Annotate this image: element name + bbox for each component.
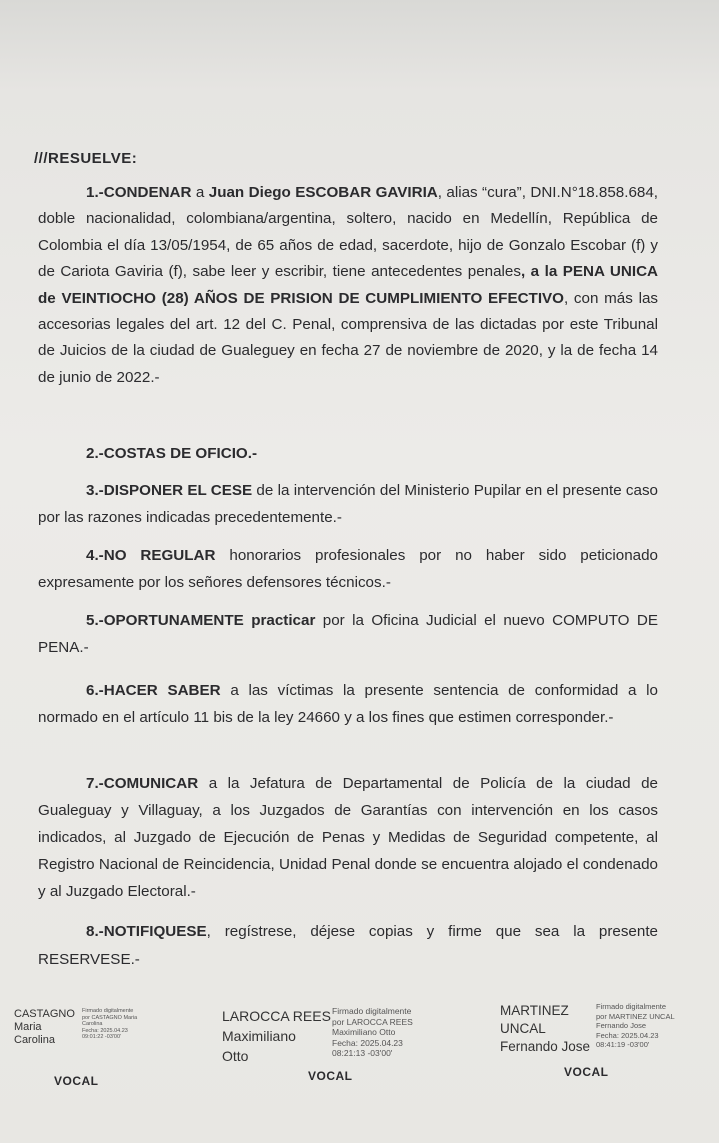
item-4 bbox=[38, 543, 658, 596]
role-label: VOCAL bbox=[54, 1074, 99, 1088]
signer-name: MARTINEZ UNCAL Fernando Jose bbox=[500, 1003, 591, 1054]
item-3 bbox=[38, 478, 658, 531]
item-7 bbox=[38, 770, 658, 905]
item-2 bbox=[38, 441, 658, 468]
digital-signature-stamp: Firmado digitalmente por MARTINEZ UNCAL Fernando Jose Fecha: 2025.04.23 08:41:19 -03'00' bbox=[596, 1002, 675, 1049]
item-text: , con más las accesorias legales del art. 12 del C. Penal, comprensiva de las dictadas por este Tribunal de Juicios de la ciudad de Gualeguey en fecha 27 de noviembre de 2020, y la de fecha 14 de junio de 2022.- bbox=[38, 289, 658, 386]
item-text: a la Jefatura de Departamental de Policía de la ciudad de Gualeguay y Villaguay, a los Juzgados de Garantías con intervención en los casos indicados, al Juzgado de Ejecución de Penas y Medidas de Seguridad competente, al Registro Nacional de Reincidencia, Unidad Penal donde se encuentra alojado el condenado y al Juzgado Electoral.- bbox=[38, 775, 658, 900]
digital-signature-stamp: Firmado digitalmente por LAROCCA REES Maximiliano Otto Fecha: 2025.04.23 08:21:13 -03'00' bbox=[332, 1006, 413, 1058]
item-text: por la Oficina Judicial el nuevo COMPUTO DE PENA.- bbox=[38, 612, 658, 656]
item-text: , a la PENA UNICA de VEINTIOCHO (28) AÑOS DE PRISION DE CUMPLIMIENTO EFECTIVO bbox=[38, 263, 659, 307]
item-text: a las víctimas la presente sentencia de conformidad a lo normado en el artículo 11 bis de la ley 24660 y a los fines que estimen corresponder.- bbox=[38, 682, 658, 726]
role-label: VOCAL bbox=[564, 1065, 609, 1079]
item-text: honorarios profesionales por no haber sido peticionado expresamente por los señores defensores técnicos.- bbox=[38, 547, 658, 591]
item-heading: 8.-NOTIFIQUESE bbox=[86, 923, 207, 940]
item-8 bbox=[38, 918, 658, 974]
item-heading: 3.-DISPONER EL CESE bbox=[86, 482, 253, 499]
item-heading: 1.-CONDENAR bbox=[86, 184, 192, 201]
item-heading: 2.-COSTAS DE OFICIO.- bbox=[86, 445, 258, 462]
item-heading: 5.-OPORTUNAMENTE practicar bbox=[86, 612, 316, 629]
item-text: , alias “cura”, DNI.N°18.858.684, doble nacionalidad, colombiana/argentina, soltero, nacido en Medellín, República de Colombia el día 13/05/1954, de 65 años de edad, sacerdote, hijo de Gonzalo Escobar (f) y de Cariota Gaviria (f), sabe leer y escribir, tiene antecedentes penales bbox=[38, 184, 658, 281]
signer-name: LAROCCA REES Maximiliano Otto bbox=[222, 1008, 331, 1064]
item-6 bbox=[38, 677, 658, 731]
signature-1 bbox=[14, 1008, 164, 1058]
item-heading: 4.-NO REGULAR bbox=[86, 547, 216, 564]
signature-2 bbox=[222, 1006, 442, 1066]
item-1 bbox=[38, 180, 658, 391]
item-5 bbox=[38, 608, 658, 661]
role-label: VOCAL bbox=[308, 1069, 353, 1083]
digital-signature-stamp: Firmado digitalmente por CASTAGNO Maria Carolina Fecha: 2025.04.23 09:01:22 -03'00' bbox=[82, 1008, 138, 1040]
item-text: a bbox=[191, 184, 209, 201]
item-text: de la intervención del Ministerio Pupilar en el presente caso por las razones indicadas precedentemente.- bbox=[38, 482, 659, 526]
item-heading: 6.-HACER SABER bbox=[86, 682, 221, 699]
resolution-heading: ///RESUELVE: bbox=[34, 150, 138, 167]
item-text: Juan Diego ESCOBAR GAVIRIA bbox=[208, 184, 438, 201]
item-text: , regístrese, déjese copias y firme que sea la presente RESERVESE.- bbox=[38, 923, 658, 968]
signature-3 bbox=[500, 1002, 710, 1062]
signer-name: CASTAGNO Maria Carolina bbox=[14, 1008, 75, 1046]
item-heading: 7.-COMUNICAR bbox=[86, 775, 199, 792]
